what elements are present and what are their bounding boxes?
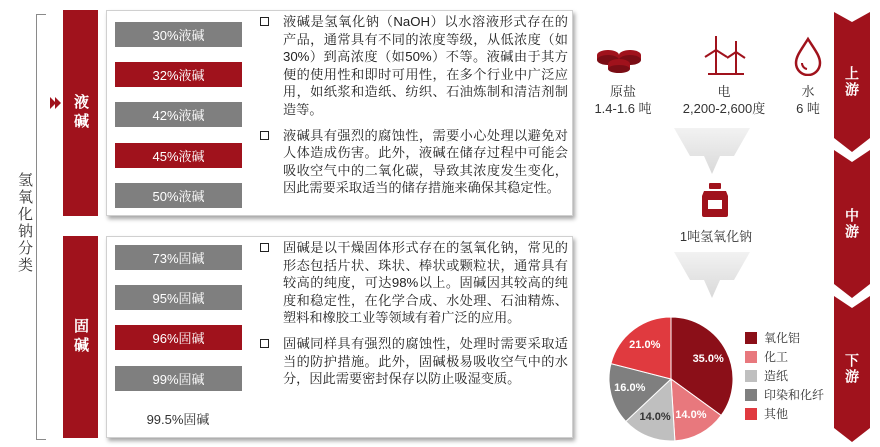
category-name-solid: 固碱 [72, 318, 89, 356]
legend-swatch-2 [745, 370, 757, 382]
solid-bullet-1-text: 固碱是以干燥固体形式存在的氢氧化钠，常见的形态包括片状、珠状、棒状或颗粒状，通常具有较高的纯度，可达98%以上。固碱因其较高的纯度和稳定性，在化学合成、水处理、石油精炼、塑料和橡胶工业等领域有着广泛的应用。 [283, 240, 568, 326]
salt-disks-icon [594, 44, 644, 74]
downstream-pie-chart [608, 316, 734, 442]
checkbox-bullet-icon [260, 131, 269, 140]
solid-description [258, 239, 568, 396]
legend-label-4: 其他 [764, 407, 789, 421]
pie-label-0: 35.0% [692, 352, 724, 365]
liquid-bullet-1 [258, 13, 568, 119]
legend-label-3: 印染和化纤 [764, 388, 825, 402]
stage-upstream-label: 上游 [844, 66, 860, 98]
chevron-right-icon [49, 96, 63, 110]
stage-downstream [834, 296, 870, 442]
liquid-bullet-1-text: 液碱是氢氧化钠（NaOH）以水溶液形式存在的产品，通常具有不同的浓度等级，从低浓度（如30%）到高浓度（如50%）不等。液碱由于其方便的使用性和即时可用性，在多个行业中广泛应用，如纸浆和造纸、纺织、石油炼制和清洁剂制造等。 [283, 14, 568, 117]
input-salt-amount: 1.4-1.6 吨 [594, 101, 652, 116]
pie-label-3: 16.0% [614, 382, 646, 395]
legend-label-0: 氧化铝 [764, 331, 801, 345]
solid-bullet-2 [258, 335, 568, 388]
grade-solid-99: 99%固碱 [115, 366, 242, 391]
liquid-description [258, 13, 568, 205]
input-water-amount: 6 吨 [796, 101, 820, 116]
legend-item-0 [745, 329, 800, 346]
legend-item-3 [745, 386, 824, 403]
category-bar-solid [63, 236, 98, 438]
stage-midstream-label: 中游 [844, 208, 860, 240]
pie-label-4: 21.0% [629, 338, 661, 351]
stage-upstream [834, 12, 870, 152]
pie-label-2: 14.0% [639, 411, 671, 424]
legend-swatch-3 [745, 389, 757, 401]
grade-solid-95: 95%固碱 [115, 285, 242, 310]
input-water-name: 水 [801, 84, 815, 99]
grade-solid-96: 96%固碱 [115, 325, 242, 350]
input-water [778, 83, 838, 117]
water-drop-icon [791, 36, 825, 76]
flow-arrow-down-icon [672, 126, 752, 176]
flow-arrow-down-icon [672, 250, 752, 300]
liquid-bullet-2 [258, 127, 568, 197]
legend-swatch-1 [745, 351, 757, 363]
input-salt [588, 83, 658, 117]
liquid-bullet-2-text: 液碱具有强烈的腐蚀性，需要小心处理以避免对人体造成伤害。此外，液碱在储存过程中可能会吸收空气中的二氧化碳，导致其浓度发生变化，因此需要采取适当的储存措施来确保其稳定性。 [283, 127, 568, 196]
legend-item-1 [745, 348, 788, 365]
wind-turbine-icon [700, 32, 748, 76]
stage-downstream-label: 下游 [844, 353, 860, 385]
legend-item-2 [745, 367, 788, 384]
input-salt-name: 原盐 [609, 84, 636, 99]
grade-liquid-45: 45%液碱 [115, 143, 242, 168]
category-name-liquid: 液碱 [72, 94, 89, 132]
checkbox-bullet-icon [260, 17, 269, 26]
grade-liquid-50: 50%液碱 [115, 183, 242, 208]
product-label: 1吨氢氧化钠 [679, 229, 753, 244]
classification-label: 氢氧化钠分类 [16, 172, 33, 274]
checkbox-bullet-icon [260, 243, 269, 252]
legend-label-1: 化工 [764, 350, 789, 364]
grade-liquid-42: 42%液碱 [115, 102, 242, 127]
bottle-icon [700, 182, 730, 218]
pie-label-1: 14.0% [675, 408, 707, 421]
input-power-amount: 2,200-2,600度 [682, 101, 766, 116]
grade-liquid-30: 30%液碱 [115, 22, 242, 47]
legend-swatch-4 [745, 408, 757, 420]
solid-bullet-1 [258, 239, 568, 327]
category-bar-liquid [63, 10, 98, 216]
classification-bracket [36, 14, 46, 440]
stage-midstream [834, 150, 870, 298]
grade-solid-73: 73%固碱 [115, 245, 242, 270]
checkbox-bullet-icon [260, 339, 269, 348]
input-power [674, 83, 774, 117]
input-power-name: 电 [717, 84, 731, 99]
grade-liquid-32: 32%液碱 [115, 62, 242, 87]
legend-item-4 [745, 405, 788, 422]
legend-swatch-0 [745, 332, 757, 344]
solid-bullet-2-text: 固碱同样具有强烈的腐蚀性，处理时需要采取适当的防护措施。此外，固碱极易吸收空气中的水分，因此需要密封保存以防止吸湿变质。 [283, 335, 568, 387]
grade-solid-99-5: 99.5%固碱 [118, 406, 238, 431]
legend-label-2: 造纸 [764, 369, 789, 383]
